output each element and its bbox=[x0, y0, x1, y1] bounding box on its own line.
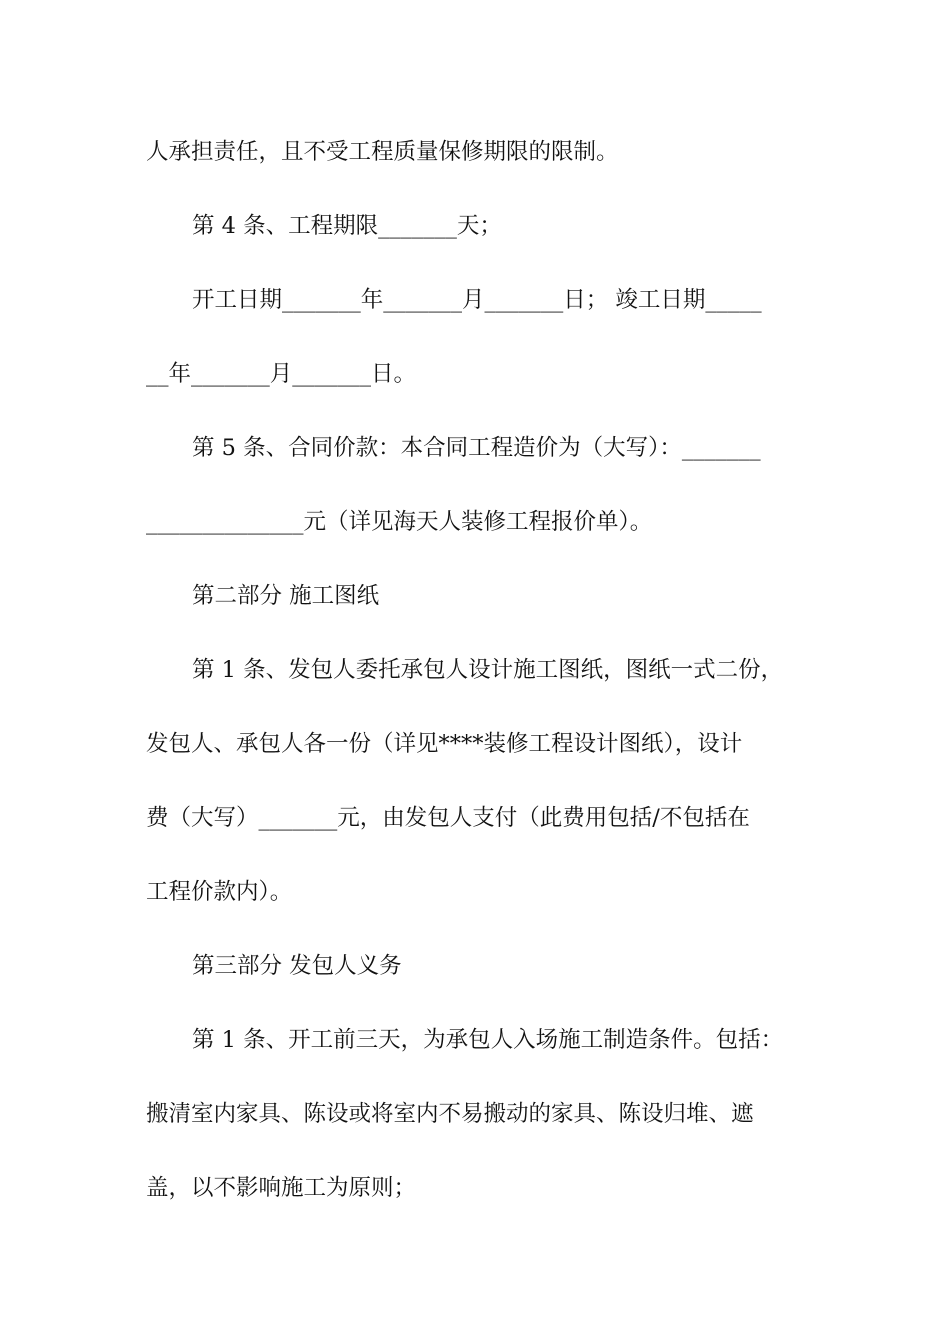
section-heading-part-3: 第三部分 发包人义务 bbox=[192, 953, 402, 979]
text-line-principle: 盖，以不影响施工为原则； bbox=[146, 1175, 417, 1201]
text-line-article-5: 第 5 条、合同价款：本合同工程造价为（大写）：_______ bbox=[192, 435, 761, 461]
text-line-part3-article-1: 第 1 条、开工前三天，为承包人入场施工制造条件。包括： bbox=[192, 1027, 784, 1053]
text-line-price-scope: 工程价款内）。 bbox=[146, 879, 293, 905]
text-line-drawings: 发包人、承包人各一份（详见****装修工程设计图纸），设计 bbox=[146, 731, 743, 757]
text-line-article-4: 第 4 条、工程期限_______天； bbox=[192, 213, 502, 239]
text-line-contract-price: ______________元（详见海天人装修工程报价单）。 bbox=[146, 509, 653, 535]
text-line-start-date: 开工日期_______年_______月_______日； 竣工日期_____ bbox=[192, 287, 762, 313]
text-line-furniture: 搬清室内家具、陈设或将室内不易搬动的家具、陈设归堆、遮 bbox=[146, 1101, 754, 1127]
text-line-part2-article-1: 第 1 条、发包人委托承包人设计施工图纸，图纸一式二份， bbox=[192, 657, 784, 683]
text-line-design-fee: 费（大写）_______元，由发包人支付（此费用包括/不包括在 bbox=[146, 805, 750, 831]
text-line-end-date: __年_______月_______日。 bbox=[146, 361, 417, 387]
section-heading-part-2: 第二部分 施工图纸 bbox=[192, 583, 380, 609]
text-line-1: 人承担责任，且不受工程质量保修期限的限制。 bbox=[146, 139, 619, 165]
